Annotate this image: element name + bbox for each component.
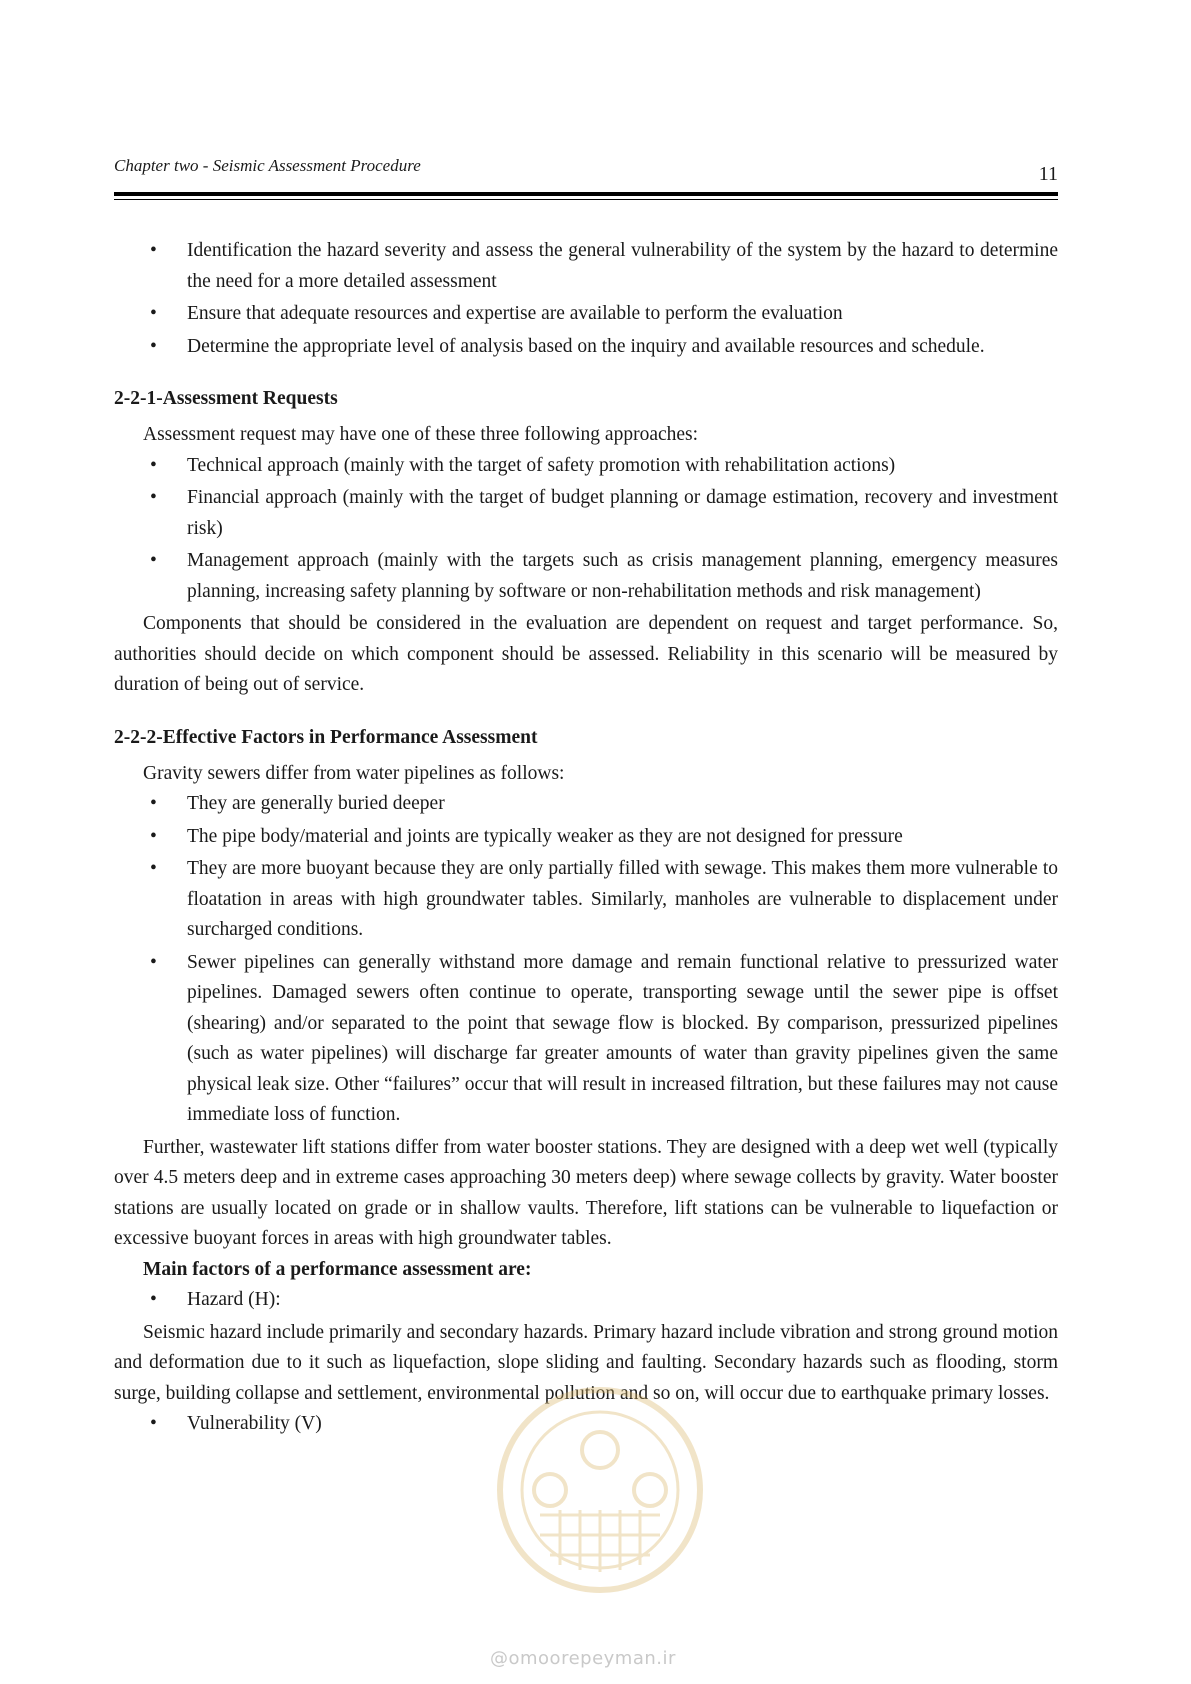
list-item: • They are generally buried deeper <box>114 789 1058 820</box>
bullet-icon: • <box>150 1289 157 1310</box>
watermark-seal-icon <box>480 1380 720 1610</box>
header-rule-thin <box>114 199 1058 200</box>
section-lead: Gravity sewers differ from water pipelines as follows: <box>143 762 565 784</box>
list-item: • Vulnerability (V) <box>114 1409 1058 1440</box>
header-rule-thick <box>114 192 1058 196</box>
list-item: • The pipe body/material and joints are typically weaker as they are not designed for pressure <box>114 822 1058 853</box>
chapter-title: Chapter two - Seismic Assessment Procedure <box>114 156 421 175</box>
bullet-icon: • <box>150 487 157 508</box>
list-item: • Identification the hazard severity and assess the general vulnerability of the system by the hazard to determine the need for a more detailed assessment <box>114 236 1058 297</box>
list-item: • Management approach (mainly with the targets such as crisis management planning, emergency measures planning, increasing safety planning by software or non-rehabilitation methods and risk management) <box>114 546 1058 607</box>
list-item: • Ensure that adequate resources and expertise are available to perform the evaluation <box>114 299 1058 330</box>
list-item: • Hazard (H): <box>114 1285 1058 1316</box>
list-item: • Financial approach (mainly with the target of budget planning or damage estimation, recovery and investment risk) <box>114 483 1058 544</box>
list-item: • They are more buoyant because they are only partially filled with sewage. This makes them more vulnerable to floatation in areas with high groundwater tables. Similarly, manholes are vulnerable to displacement under surcharged conditions. <box>114 854 1058 946</box>
bullet-icon: • <box>150 303 157 324</box>
bullet-icon: • <box>150 550 157 571</box>
bullet-icon: • <box>150 335 157 357</box>
bullet-icon: • <box>150 825 157 847</box>
bullet-icon: • <box>150 454 157 476</box>
watermark-text: @omoorepeyman.ir <box>490 1648 676 1669</box>
factors-heading: Main factors of a performance assessment are: <box>143 1258 532 1280</box>
approach-bullet-list <box>114 451 1058 608</box>
intro-bullet-list <box>114 236 1058 362</box>
bullet-icon: • <box>150 793 157 814</box>
sewer-bullet-list <box>114 789 1058 1131</box>
paragraph: Seismic hazard include primarily and secondary hazards. Primary hazard include vibration and strong ground motion and deformation due to it such as liquefaction, slope sliding and faulting. Secondary hazards such as flooding, storm surge, building collapse and settlement, environmental pollution and so on, will occur due to earthquake primary losses. <box>114 1321 1058 1404</box>
running-header <box>114 156 1058 196</box>
hazard-bullet-list <box>114 1285 1058 1316</box>
section-heading: 2-2-2-Effective Factors in Performance Assessment <box>114 726 538 748</box>
section-heading: 2-2-1-Assessment Requests <box>114 388 338 409</box>
bullet-icon: • <box>150 240 157 261</box>
paragraph: Components that should be considered in the evaluation are dependent on request and target performance. So, authorities should decide on which component should be assessed. Reliability in this scenario will be measured by duration of being out of service. <box>114 613 1058 695</box>
section-lead: Assessment request may have one of these three following approaches: <box>143 424 699 445</box>
list-item: • Technical approach (mainly with the target of safety promotion with rehabilitation actions) <box>114 451 1058 482</box>
page-body <box>114 236 1058 1442</box>
page-number: 11 <box>1038 163 1058 185</box>
list-item: • Determine the appropriate level of analysis based on the inquiry and available resources and schedule. <box>114 332 1058 363</box>
paragraph: Further, wastewater lift stations differ from water booster stations. They are designed with a deep wet well (typically over 4.5 meters deep and in extreme cases approaching 30 meters deep) where sewage collects by gravity. Water booster stations are usually located on grade or in shallow vaults. Therefore, lift stations can be vulnerable to liquefaction or excessive buoyant forces in areas with high groundwater tables. <box>114 1136 1058 1249</box>
list-item: • Sewer pipelines can generally withstand more damage and remain functional relative to pressurized water pipelines. Damaged sewers often continue to operate, transporting sewage until the sewer pipe is offset (shearing) and/or separated to the point that sewage flow is blocked. By comparison, pressurized pipelines (such as water pipelines) will discharge far greater amounts of water than gravity pipelines given the same physical leak size. Other “failures” occur that will result in increased filtration, but these failures may not cause immediate loss of function. <box>114 948 1058 1131</box>
bullet-icon: • <box>150 951 157 973</box>
bullet-icon: • <box>150 858 157 879</box>
bullet-icon: • <box>150 1413 157 1434</box>
